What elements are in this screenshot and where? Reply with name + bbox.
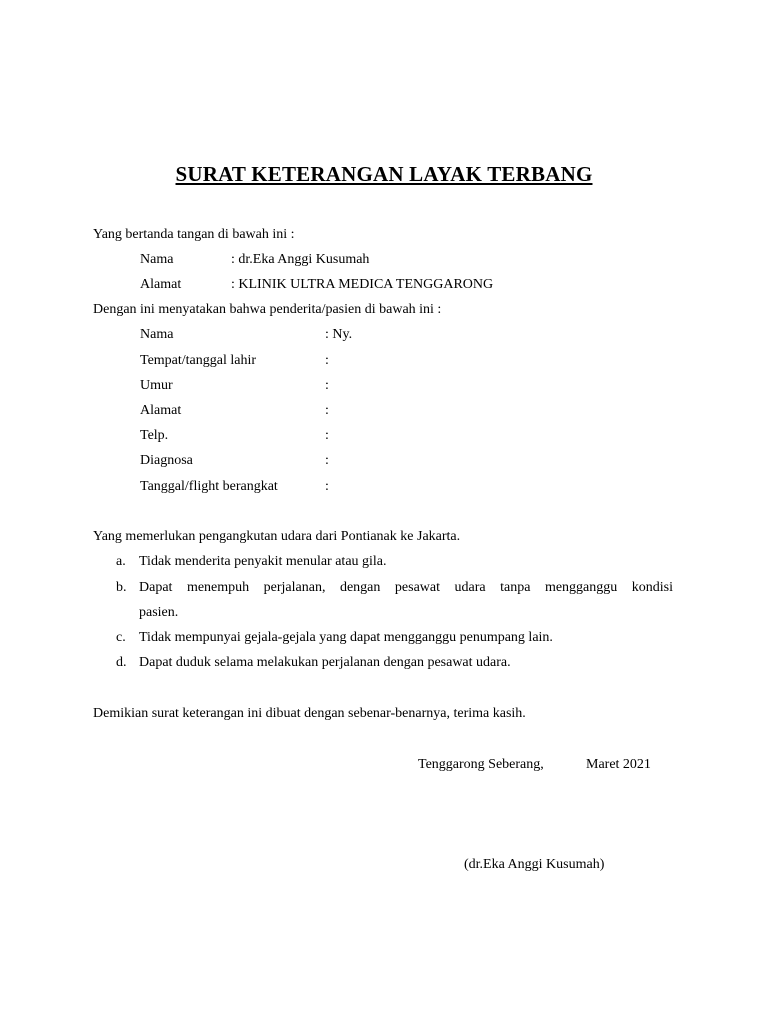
patient-phone-label: Telp.: [140, 428, 169, 443]
condition-a-text: Tidak menderita penyakit menular atau gila.: [139, 554, 387, 569]
statement-text: Dengan ini menyatakan bahwa penderita/pasien di bawah ini :: [93, 302, 442, 317]
signer-name-label: Nama: [140, 252, 174, 267]
signer-address-label: Alamat: [140, 277, 182, 292]
patient-diagnosis-label: Diagnosa: [140, 453, 193, 468]
patient-birth-label: Tempat/tanggal lahir: [140, 353, 257, 368]
patient-age-label: Umur: [140, 378, 173, 393]
patient-flight-value: :: [325, 479, 329, 494]
date-text: Maret 2021: [586, 757, 651, 772]
requirement-text: Yang memerlukan pengangkutan udara dari Pontianak ke Jakarta.: [93, 529, 461, 544]
condition-d-marker: d.: [116, 655, 127, 670]
patient-address-value: :: [325, 403, 329, 418]
condition-a-marker: a.: [116, 554, 126, 569]
patient-birth-value: :: [325, 353, 329, 368]
condition-b-continuation: pasien.: [139, 605, 179, 620]
patient-age-value: :: [325, 378, 329, 393]
place-text: Tenggarong Seberang,: [418, 757, 544, 772]
condition-d-text: Dapat duduk selama melakukan perjalanan dengan pesawat udara.: [139, 655, 511, 670]
patient-name-value: : Ny.: [325, 327, 353, 342]
patient-diagnosis-value: :: [325, 453, 329, 468]
condition-b-marker: b.: [116, 580, 127, 595]
signature-name: (dr.Eka Anggi Kusumah): [464, 857, 605, 872]
condition-c-marker: c.: [116, 630, 126, 645]
patient-flight-label: Tanggal/flight berangkat: [140, 479, 278, 494]
signer-name-value: : dr.Eka Anggi Kusumah: [231, 252, 370, 267]
patient-name-label: Nama: [140, 327, 174, 342]
patient-phone-value: :: [325, 428, 329, 443]
patient-address-label: Alamat: [140, 403, 182, 418]
document-title: SURAT KETERANGAN LAYAK TERBANG: [175, 162, 593, 186]
intro-text: Yang bertanda tangan di bawah ini :: [93, 227, 295, 242]
closing-text: Demikian surat keterangan ini dibuat dengan sebenar-benarnya, terima kasih.: [93, 706, 526, 721]
signer-address-value: : KLINIK ULTRA MEDICA TENGGARONG: [231, 277, 494, 292]
condition-c-text: Tidak mempunyai gejala-gejala yang dapat mengganggu penumpang lain.: [139, 630, 553, 645]
condition-b-text: Dapat menempuh perjalanan, dengan pesawat udara tanpa mengganggu kondisi: [139, 580, 673, 595]
